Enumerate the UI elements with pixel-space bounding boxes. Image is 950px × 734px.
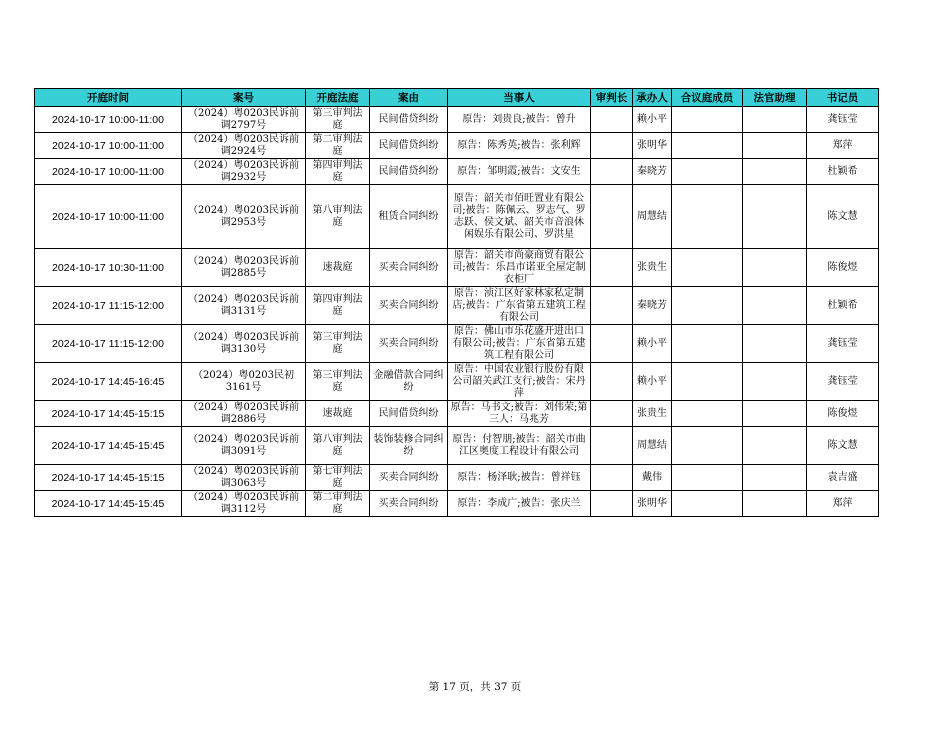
cell-assistant bbox=[743, 491, 807, 517]
cell-court: 速裁庭 bbox=[306, 401, 370, 427]
table-row bbox=[35, 325, 879, 363]
cell-cause: 民间借贷纠纷 bbox=[370, 107, 448, 133]
cell-panel bbox=[672, 287, 743, 325]
cell-case-no: （2024）粤0203民诉前调3130号 bbox=[182, 325, 306, 363]
cell-judge: 周慧结 bbox=[633, 185, 672, 249]
cell-cause: 民间借贷纠纷 bbox=[370, 401, 448, 427]
cell-cause: 买卖合同纠纷 bbox=[370, 325, 448, 363]
cell-assistant bbox=[743, 159, 807, 185]
page-footer: 第 17 页，共 37 页 bbox=[428, 681, 522, 693]
cell-time: 2024-10-17 14:45-16:45 bbox=[35, 363, 182, 401]
cell-time: 2024-10-17 11:15-12:00 bbox=[35, 325, 182, 363]
cell-judge: 张明华 bbox=[633, 491, 672, 517]
header-time: 开庭时间 bbox=[35, 89, 182, 107]
cell-clerk: 龚钰莹 bbox=[807, 363, 879, 401]
cell-case-no: （2024）粤0203民诉前调2797号 bbox=[182, 107, 306, 133]
cell-cause: 买卖合同纠纷 bbox=[370, 287, 448, 325]
cell-clerk: 龚钰莹 bbox=[807, 325, 879, 363]
cell-panel bbox=[672, 427, 743, 465]
cell-chief bbox=[591, 465, 633, 491]
table-row bbox=[35, 465, 879, 491]
cell-chief bbox=[591, 185, 633, 249]
cell-case-no: （2024）粤0203民诉前调3091号 bbox=[182, 427, 306, 465]
table-row bbox=[35, 427, 879, 465]
cell-court: 第八审判法庭 bbox=[306, 427, 370, 465]
table-row bbox=[35, 159, 879, 185]
cell-cause: 买卖合同纠纷 bbox=[370, 249, 448, 287]
cell-court: 第二审判法庭 bbox=[306, 491, 370, 517]
table-row bbox=[35, 287, 879, 325]
cell-panel bbox=[672, 133, 743, 159]
table-row bbox=[35, 363, 879, 401]
cell-assistant bbox=[743, 287, 807, 325]
cell-court: 第八审判法庭 bbox=[306, 185, 370, 249]
cell-clerk: 陈文慧 bbox=[807, 427, 879, 465]
cell-assistant bbox=[743, 401, 807, 427]
cell-time: 2024-10-17 11:15-12:00 bbox=[35, 287, 182, 325]
cell-court: 第三审判法庭 bbox=[306, 107, 370, 133]
cell-judge: 周慧结 bbox=[633, 427, 672, 465]
cell-court: 速裁庭 bbox=[306, 249, 370, 287]
cell-clerk: 杜颖希 bbox=[807, 287, 879, 325]
header-case-no: 案号 bbox=[182, 89, 306, 107]
table-row bbox=[35, 249, 879, 287]
cell-case-no: （2024）粤0203民诉前调2953号 bbox=[182, 185, 306, 249]
table-row bbox=[35, 185, 879, 249]
cell-chief bbox=[591, 159, 633, 185]
cell-court: 第二审判法庭 bbox=[306, 133, 370, 159]
cell-case-no: （2024）粤0203民诉前调2932号 bbox=[182, 159, 306, 185]
cell-judge: 秦晓芳 bbox=[633, 159, 672, 185]
cell-court: 第三审判法庭 bbox=[306, 363, 370, 401]
cell-case-no: （2024）粤0203民诉前调3131号 bbox=[182, 287, 306, 325]
cell-time: 2024-10-17 14:45-15:45 bbox=[35, 491, 182, 517]
cell-judge: 赖小平 bbox=[633, 325, 672, 363]
cell-parties: 原告：李成广;被告：张庆兰 bbox=[448, 491, 591, 517]
cell-judge: 戴伟 bbox=[633, 465, 672, 491]
cell-time: 2024-10-17 10:00-11:00 bbox=[35, 159, 182, 185]
cell-parties: 原告：佛山市乐花盛开进出口有限公司;被告：广东省第五建筑工程有限公司 bbox=[448, 325, 591, 363]
cell-clerk: 龚钰莹 bbox=[807, 107, 879, 133]
cell-assistant bbox=[743, 249, 807, 287]
cell-court: 第四审判法庭 bbox=[306, 159, 370, 185]
cell-parties: 原告：刘贵良;被告：曾升 bbox=[448, 107, 591, 133]
cell-chief bbox=[591, 491, 633, 517]
cell-cause: 民间借贷纠纷 bbox=[370, 159, 448, 185]
cell-case-no: （2024）粤0203民诉前调3112号 bbox=[182, 491, 306, 517]
cell-panel bbox=[672, 325, 743, 363]
cell-assistant bbox=[743, 107, 807, 133]
header-parties: 当事人 bbox=[448, 89, 591, 107]
cell-parties: 原告：浈江区好家林家私定制店;被告：广东省第五建筑工程有限公司 bbox=[448, 287, 591, 325]
cell-panel bbox=[672, 491, 743, 517]
cell-panel bbox=[672, 159, 743, 185]
cell-judge: 张明华 bbox=[633, 133, 672, 159]
cell-cause: 金融借款合同纠纷 bbox=[370, 363, 448, 401]
table-row bbox=[35, 107, 879, 133]
cell-time: 2024-10-17 10:00-11:00 bbox=[35, 185, 182, 249]
header-panel: 合议庭成员 bbox=[672, 89, 743, 107]
header-court: 开庭法庭 bbox=[306, 89, 370, 107]
cell-parties: 原告：邹明霞;被告：文安生 bbox=[448, 159, 591, 185]
cell-chief bbox=[591, 401, 633, 427]
header-cause: 案由 bbox=[370, 89, 448, 107]
cell-chief bbox=[591, 427, 633, 465]
cell-parties: 原告：陈秀英;被告：张利辉 bbox=[448, 133, 591, 159]
header-row bbox=[35, 89, 879, 107]
cell-judge: 秦晓芳 bbox=[633, 287, 672, 325]
cell-assistant bbox=[743, 133, 807, 159]
cell-parties: 原告：中国农业银行股份有限公司韶关武江支行;被告：宋丹萍 bbox=[448, 363, 591, 401]
cell-cause: 买卖合同纠纷 bbox=[370, 491, 448, 517]
cell-chief bbox=[591, 325, 633, 363]
cell-parties: 原告：韶关市佰旺置业有限公司;被告：陈佩云、罗志气、罗志跃、侯文斌、韶关市音浪休闲娱乐有限公司、罗洪星 bbox=[448, 185, 591, 249]
cell-cause: 装饰装修合同纠纷 bbox=[370, 427, 448, 465]
cell-parties: 原告：付智朋;被告：韶关市曲江区奥度工程设计有限公司 bbox=[448, 427, 591, 465]
court-schedule-table bbox=[34, 88, 879, 517]
cell-cause: 租赁合同纠纷 bbox=[370, 185, 448, 249]
cell-assistant bbox=[743, 465, 807, 491]
cell-parties: 原告：杨泽耿;被告：曾祥钰 bbox=[448, 465, 591, 491]
cell-panel bbox=[672, 363, 743, 401]
cell-judge: 张贵生 bbox=[633, 249, 672, 287]
cell-panel bbox=[672, 185, 743, 249]
cell-clerk: 陈文慧 bbox=[807, 185, 879, 249]
cell-case-no: （2024）粤0203民诉前调3063号 bbox=[182, 465, 306, 491]
header-chief: 审判长 bbox=[591, 89, 633, 107]
cell-time: 2024-10-17 10:00-11:00 bbox=[35, 133, 182, 159]
table-row bbox=[35, 491, 879, 517]
header-assistant: 法官助理 bbox=[743, 89, 807, 107]
cell-clerk: 郑萍 bbox=[807, 133, 879, 159]
cell-chief bbox=[591, 107, 633, 133]
cell-panel bbox=[672, 249, 743, 287]
cell-parties: 原告：马书文;被告：刘伟荣;第三人：马兆芳 bbox=[448, 401, 591, 427]
cell-judge: 赖小平 bbox=[633, 363, 672, 401]
cell-clerk: 陈俊煜 bbox=[807, 401, 879, 427]
cell-cause: 买卖合同纠纷 bbox=[370, 465, 448, 491]
header-clerk: 书记员 bbox=[807, 89, 879, 107]
cell-court: 第三审判法庭 bbox=[306, 325, 370, 363]
cell-clerk: 郑萍 bbox=[807, 491, 879, 517]
cell-court: 第七审判法庭 bbox=[306, 465, 370, 491]
cell-case-no: （2024）粤0203民诉前调2886号 bbox=[182, 401, 306, 427]
cell-court: 第四审判法庭 bbox=[306, 287, 370, 325]
cell-time: 2024-10-17 14:45-15:15 bbox=[35, 465, 182, 491]
cell-cause: 民间借贷纠纷 bbox=[370, 133, 448, 159]
cell-time: 2024-10-17 14:45-15:15 bbox=[35, 401, 182, 427]
cell-chief bbox=[591, 287, 633, 325]
cell-case-no: （2024）粤0203民初3161号 bbox=[182, 363, 306, 401]
table-row bbox=[35, 401, 879, 427]
cell-case-no: （2024）粤0203民诉前调2924号 bbox=[182, 133, 306, 159]
cell-chief bbox=[591, 363, 633, 401]
cell-chief bbox=[591, 249, 633, 287]
cell-time: 2024-10-17 14:45-15:45 bbox=[35, 427, 182, 465]
cell-judge: 赖小平 bbox=[633, 107, 672, 133]
cell-time: 2024-10-17 10:30-11:00 bbox=[35, 249, 182, 287]
cell-panel bbox=[672, 401, 743, 427]
header-judge: 承办人 bbox=[633, 89, 672, 107]
cell-case-no: （2024）粤0203民诉前调2885号 bbox=[182, 249, 306, 287]
table-row bbox=[35, 133, 879, 159]
cell-assistant bbox=[743, 325, 807, 363]
cell-judge: 张贵生 bbox=[633, 401, 672, 427]
cell-panel bbox=[672, 107, 743, 133]
cell-panel bbox=[672, 465, 743, 491]
cell-clerk: 陈俊煜 bbox=[807, 249, 879, 287]
cell-time: 2024-10-17 10:00-11:00 bbox=[35, 107, 182, 133]
cell-clerk: 杜颖希 bbox=[807, 159, 879, 185]
cell-assistant bbox=[743, 427, 807, 465]
cell-parties: 原告：韶关市尚豪商贸有限公司;被告：乐昌市诺亚全屋定制衣柜厂 bbox=[448, 249, 591, 287]
cell-assistant bbox=[743, 185, 807, 249]
cell-chief bbox=[591, 133, 633, 159]
cell-assistant bbox=[743, 363, 807, 401]
cell-clerk: 袁吉盛 bbox=[807, 465, 879, 491]
